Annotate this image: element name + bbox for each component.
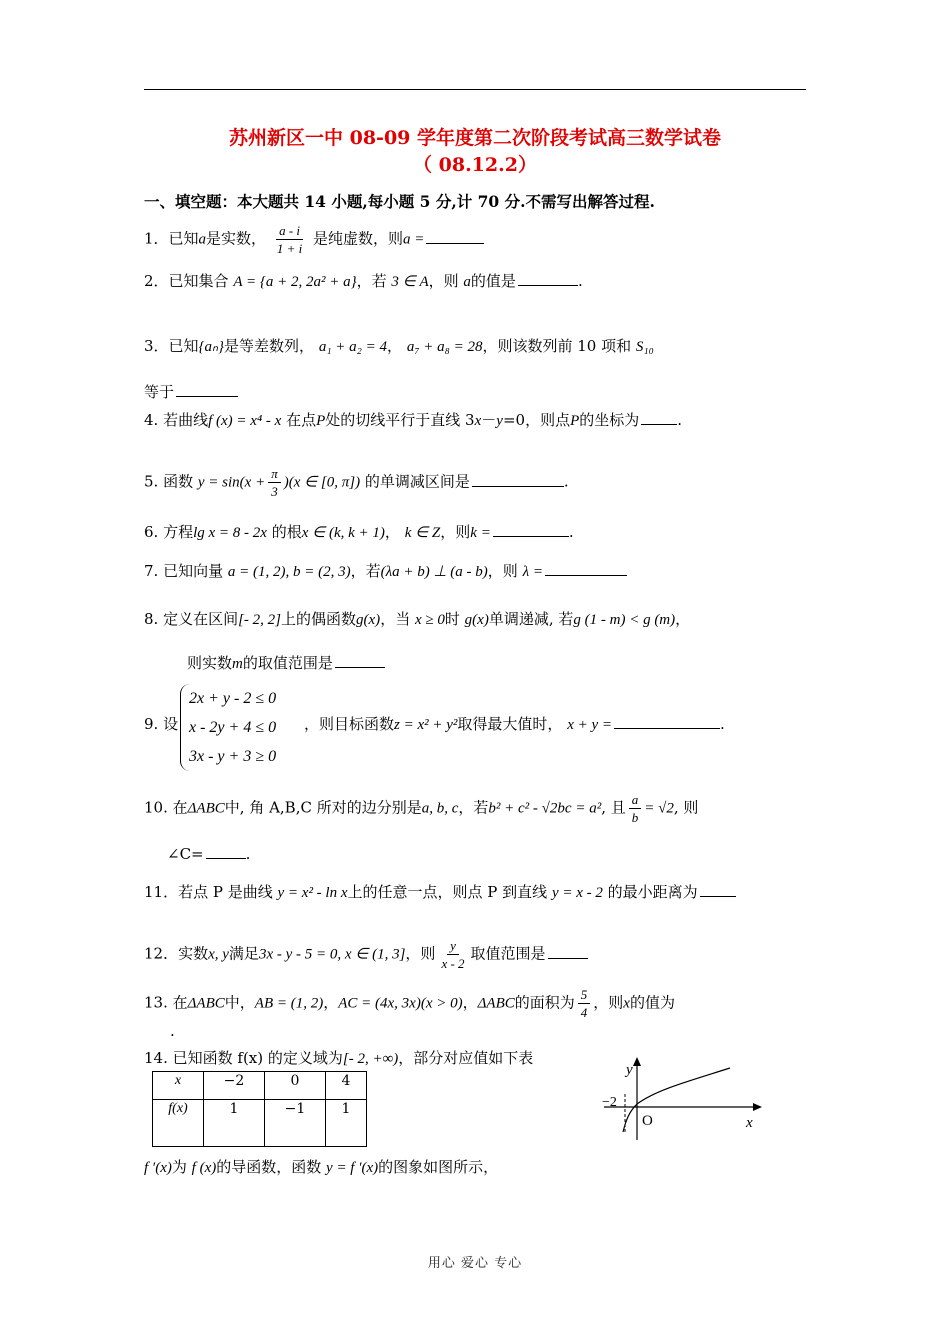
- question-12: 12．实数x, y满足3x - y - 5 = 0, x ∈ (1, 3]，则 $\frac{y}{x - 2}$ 取值范围是: [144, 937, 588, 972]
- fraction: $\frac{y}{x - 2}$: [441, 938, 465, 971]
- table-cell: 4: [326, 1072, 367, 1100]
- question-14: 14. 已知函数 f(x) 的定义域为[- 2, +∞)，部分对应值如下表: [144, 1049, 534, 1067]
- question-9: ，则目标函数z = x² + y²取得最大值时， x + y = .: [304, 715, 725, 733]
- question-3: 3．已知{aₙ}是等差数列， a₁ + a₂ = 4， a₇ + a₈ = 28，则该数列前 10 项和 S₁₀: [144, 337, 654, 355]
- answer-blank[interactable]: [335, 666, 385, 668]
- question-3-cont: 等于: [144, 381, 238, 402]
- fraction: $\frac{a - i}{1 + i}$: [276, 223, 303, 256]
- table-row: [153, 1072, 367, 1100]
- question-8-cont: 则实数m的取值范围是: [187, 652, 385, 673]
- question-11: 11．若点 P 是曲线 y = x² - ln x上的任意一点，则点 P 到直线 y = x - 2 的最小距离为: [144, 881, 736, 902]
- answer-blank[interactable]: [548, 957, 588, 959]
- question-5: 5. 函数 y = sin(x + $\frac{\pi}{3}$ )(x ∈ [0, π]) 的单调减区间是 .: [144, 466, 569, 499]
- exam-title: 苏州新区一中 08-09 学年度第二次阶段考试高三数学试卷: [229, 127, 721, 149]
- table-cell: 0: [265, 1072, 326, 1100]
- question-9-label: 9. 设: [144, 715, 179, 733]
- answer-blank[interactable]: [700, 895, 736, 897]
- constraint-system: [180, 684, 276, 771]
- tick-label: −2: [602, 1095, 617, 1110]
- fraction: $\frac{a}{b}$: [629, 791, 642, 826]
- table-cell: x: [153, 1072, 204, 1100]
- question-10-cont: ∠C= .: [167, 845, 251, 863]
- question-10: 10. 在ΔABC中, 角 A,B,C 所对的边分别是a, b, c，若b² + c² - √2bc = a², 且 $\frac{a}{b}$ = √2, 则: [144, 792, 699, 825]
- answer-blank[interactable]: [426, 242, 484, 244]
- table-cell: 1: [326, 1100, 367, 1147]
- table-row: [153, 1100, 367, 1147]
- answer-blank[interactable]: [493, 535, 569, 537]
- section-heading: 一、填空题：本大题共 14 小题,每小题 5 分,计 70 分.不需写出解答过程.: [144, 192, 655, 211]
- answer-blank[interactable]: [518, 284, 578, 286]
- y-axis-arrow: [633, 1057, 641, 1066]
- table-cell: −1: [265, 1100, 326, 1147]
- top-rule: [144, 89, 806, 90]
- x-axis-arrow: [753, 1103, 762, 1111]
- question-13-dot: .: [170, 1022, 175, 1040]
- question-2: 2．已知集合 A = {a + 2, 2a² + a}，若 3 ∈ A，则 a的值是 .: [144, 272, 583, 290]
- question-14-cont: f ′(x)为 f (x)的导函数，函数 y = f ′(x)的图象如图所示，: [144, 1158, 499, 1176]
- value-table: [152, 1071, 367, 1147]
- question-6: 6. 方程lg x = 8 - 2x 的根x ∈ (k, k + 1)， k ∈ Z，则k = .: [144, 523, 574, 541]
- answer-blank[interactable]: [545, 574, 627, 576]
- derivative-graph: [596, 1052, 776, 1142]
- fraction: $\frac{\pi}{3}$: [268, 465, 281, 500]
- answer-blank[interactable]: [614, 727, 720, 729]
- answer-blank[interactable]: [206, 857, 246, 859]
- origin-label: O: [642, 1113, 653, 1129]
- question-13: 13. 在ΔABC中，AB = (1, 2)，AC = (4x, 3x)(x > 0)，ΔABC的面积为 $\frac{5}{4}$ ，则x的值为: [144, 987, 675, 1020]
- constraint-3: 3x - y + 3 ≥ 0: [189, 748, 277, 765]
- table-cell: −2: [204, 1072, 265, 1100]
- question-7: 7. 已知向量 a = (1, 2), b = (2, 3)，若(λa + b) ⊥ (a - b)，则 λ =: [144, 560, 627, 581]
- constraint-2: x - 2y + 4 ≤ 0: [189, 719, 277, 736]
- answer-blank[interactable]: [472, 485, 564, 487]
- page-footer: 用心 爱心 专心: [427, 1256, 523, 1271]
- answer-blank[interactable]: [641, 423, 677, 425]
- table-cell: f(x): [153, 1100, 204, 1147]
- x-label: x: [746, 1115, 753, 1131]
- answer-blank[interactable]: [176, 395, 238, 397]
- question-4: 4. 若曲线f (x) = x⁴ - x 在点P处的切线平行于直线 3x－y=0，则点P的坐标为 .: [144, 411, 683, 429]
- y-label: y: [626, 1062, 633, 1078]
- question-1: 1．已知a是实数， $\frac{a - i}{1 + i}$ 是纯虚数，则a =: [144, 222, 484, 257]
- derivative-curve: [623, 1068, 730, 1132]
- question-8: 8. 定义在区间[- 2, 2]上的偶函数g(x)，当 x ≥ 0时 g(x)单调递减, 若g (1 - m) < g (m)，: [144, 610, 691, 628]
- table-cell: 1: [204, 1100, 265, 1147]
- constraint-1: 2x + y - 2 ≤ 0: [189, 690, 277, 707]
- exam-date: （ 08.12.2）: [413, 154, 537, 176]
- fraction: $\frac{5}{4}$: [578, 986, 591, 1021]
